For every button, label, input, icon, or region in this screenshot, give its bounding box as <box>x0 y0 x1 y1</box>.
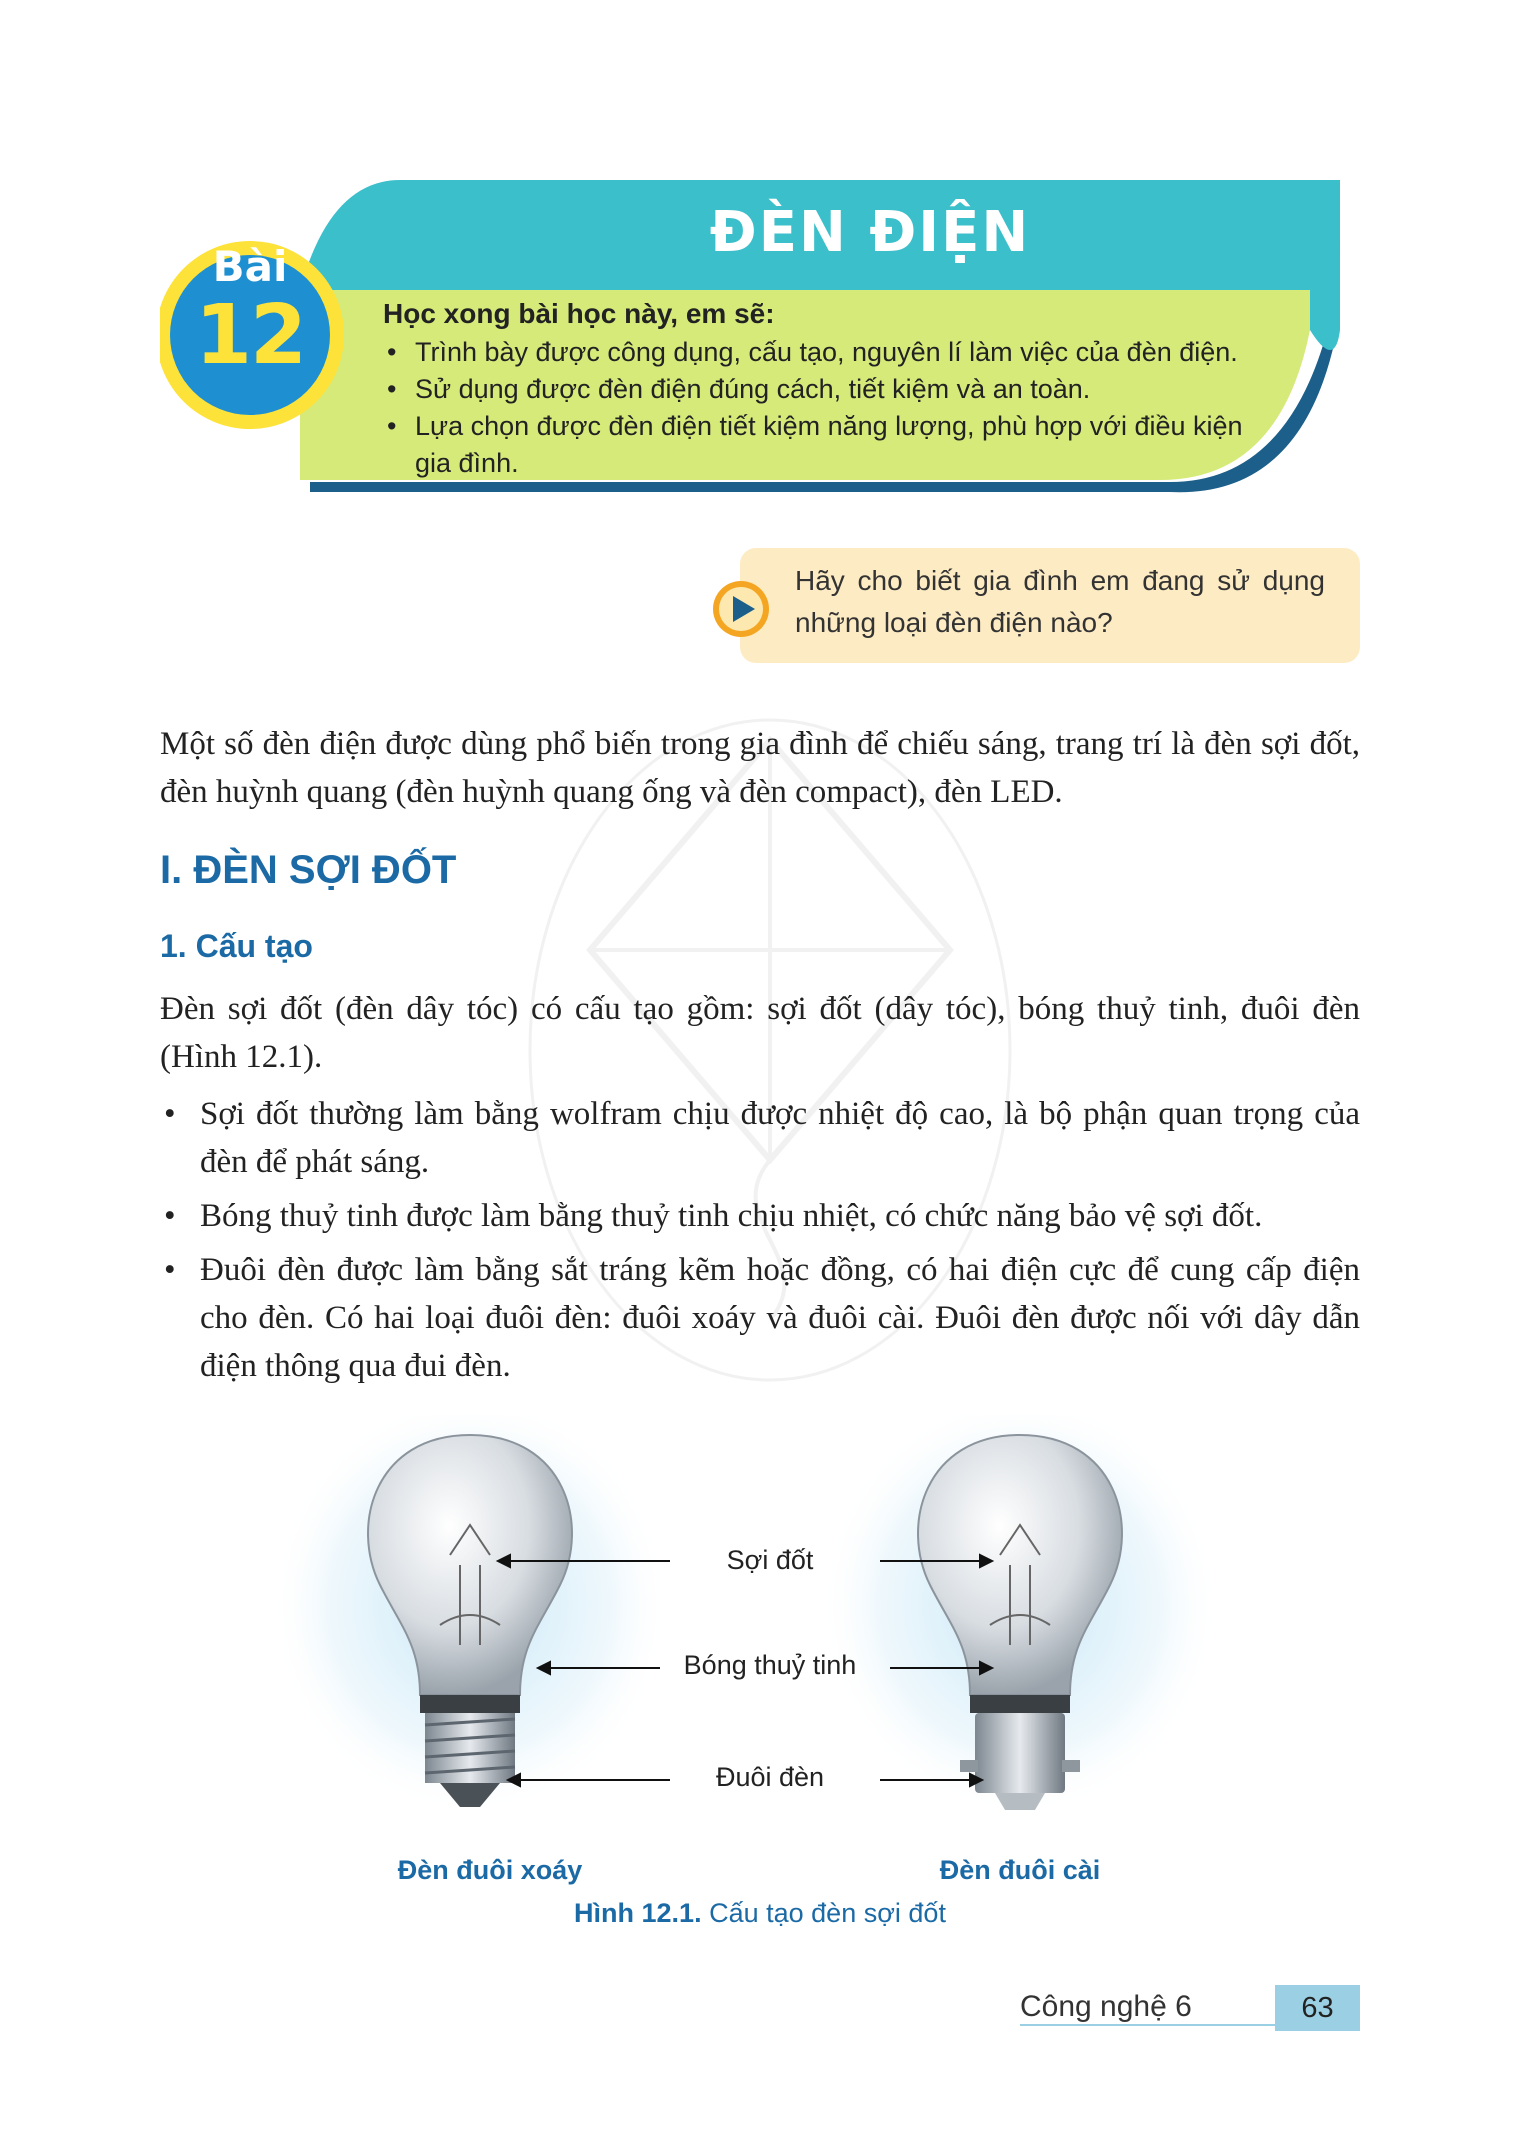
objectives-heading: Học xong bài học này, em sẽ: <box>383 298 775 329</box>
figure-caption-text: Cấu tạo đèn sợi đốt <box>709 1898 946 1928</box>
objective-item: • Lựa chọn được đèn điện tiết kiệm năng lượng, phù hợp với điều kiện gia đình. <box>383 408 1283 482</box>
bullet-item: • Sợi đốt thường làm bằng wolfram chịu được nhiệt độ cao, là bộ phận quan trọng của đèn để phát sáng. <box>160 1090 1360 1186</box>
section-heading: I. ĐÈN SỢI ĐỐT <box>160 848 457 892</box>
footer-book-title: Công nghệ 6 <box>1020 1990 1192 2023</box>
intro-paragraph: Một số đèn điện được dùng phổ biến trong gia đình để chiếu sáng, trang trí là đèn sợi đốt, đèn huỳnh quang (đèn huỳnh quang ống và đèn compact), đèn LED. <box>160 726 1360 810</box>
learning-objectives <box>383 295 1283 482</box>
page-number: 63 <box>1301 1992 1334 2024</box>
structure-bullet-list <box>160 1090 1360 1396</box>
bayonet-base-caption: Đèn đuôi cài <box>939 1855 1101 1885</box>
figure-caption-label: Hình 12.1. <box>574 1898 702 1928</box>
play-icon <box>712 580 770 638</box>
callout-filament-label: Sợi đốt <box>726 1545 814 1575</box>
lesson-title: ĐÈN ĐIỆN <box>709 200 1031 265</box>
objective-item: • Sử dụng được đèn điện đúng cách, tiết kiệm và an toàn. <box>383 371 1283 408</box>
subsection-heading: 1. Cấu tạo <box>160 928 313 964</box>
question-text: Hãy cho biết gia đình em đang sử dụng những loại đèn điện nào? <box>795 565 1325 638</box>
callout-base-label: Đuôi đèn <box>715 1762 825 1792</box>
bullet-item: • Đuôi đèn được làm bằng sắt tráng kẽm hoặc đồng, có hai điện cực để cung cấp điện cho đèn. Có hai loại đuôi đèn: đuôi xoáy và đuôi cài. Đuôi đèn được nối với dây dẫn điện thông qua đui đèn. <box>160 1246 1360 1390</box>
callout-glass-label: Bóng thuỷ tinh <box>683 1650 857 1680</box>
lesson-badge-label: Bài <box>212 242 288 291</box>
bullet-item: • Bóng thuỷ tinh được làm bằng thuỷ tinh chịu nhiệt, có chức năng bảo vệ sợi đốt. <box>160 1192 1360 1240</box>
lesson-number: 12 <box>194 288 306 383</box>
objective-item: • Trình bày được công dụng, cấu tạo, nguyên lí làm việc của đèn điện. <box>383 334 1283 371</box>
structure-paragraph: Đèn sợi đốt (đèn dây tóc) có cấu tạo gồm: sợi đốt (dây tóc), bóng thuỷ tinh, đuôi đèn (Hình 12.1). <box>160 991 1360 1075</box>
figure-caption <box>440 1898 1080 1929</box>
screw-base-caption: Đèn đuôi xoáy <box>397 1855 583 1885</box>
